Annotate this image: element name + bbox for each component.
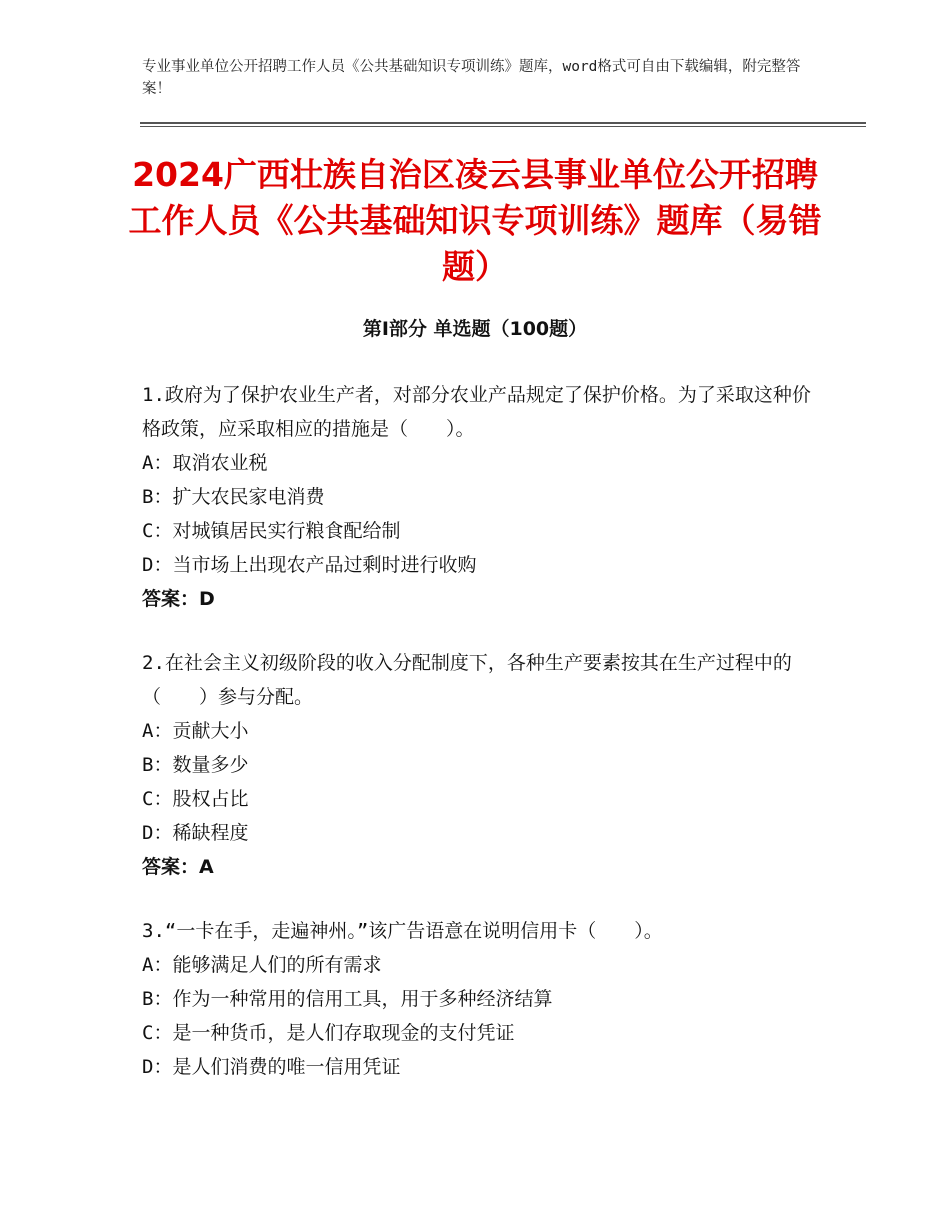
option-c: C：对城镇居民实行粮食配给制 — [142, 520, 401, 542]
option-a: A：取消农业税 — [142, 452, 268, 474]
option-b: B：扩大农民家电消费 — [142, 486, 325, 508]
answer: 答案：D — [142, 588, 215, 610]
section-title: 第Ⅰ部分 单选题（100题） — [362, 318, 588, 340]
question-2 — [142, 646, 822, 884]
option-b: B：数量多少 — [142, 754, 249, 776]
option-a: A：能够满足人们的所有需求 — [142, 954, 382, 976]
header-note: 专业事业单位公开招聘工作人员《公共基础知识专项训练》题库，word格式可自由下载编辑，附完整答案！ — [142, 59, 801, 97]
option-c: C：股权占比 — [142, 788, 249, 810]
question-stem: 2.在社会主义初级阶段的收入分配制度下，各种生产要素按其在生产过程中的（ ）参与分配。 — [142, 652, 792, 708]
option-d: D：当市场上出现农产品过剩时进行收购 — [142, 554, 477, 576]
document-title: 2024广西壮族自治区凌云县事业单位公开招聘工作人员《公共基础知识专项训练》题库（易错题） — [128, 155, 822, 286]
question-stem: 1.政府为了保护农业生产者，对部分农业产品规定了保护价格。为了采取这种价格政策，应采取相应的措施是（ ）。 — [142, 384, 811, 440]
option-c: C：是一种货币，是人们存取现金的支付凭证 — [142, 1022, 515, 1044]
header-rule-thick — [140, 122, 866, 124]
option-b: B：作为一种常用的信用工具，用于多种经济结算 — [142, 988, 553, 1010]
question-stem: 3.“一卡在手，走遍神州。”该广告语意在说明信用卡（ ）。 — [142, 920, 663, 942]
question-1 — [142, 378, 822, 616]
option-d: D：是人们消费的唯一信用凭证 — [142, 1056, 401, 1078]
option-d: D：稀缺程度 — [142, 822, 249, 844]
header-rule-thin — [140, 126, 866, 127]
question-3 — [142, 914, 822, 1084]
question-list — [142, 378, 822, 1114]
answer: 答案：A — [142, 856, 214, 878]
option-a: A：贡献大小 — [142, 720, 249, 742]
